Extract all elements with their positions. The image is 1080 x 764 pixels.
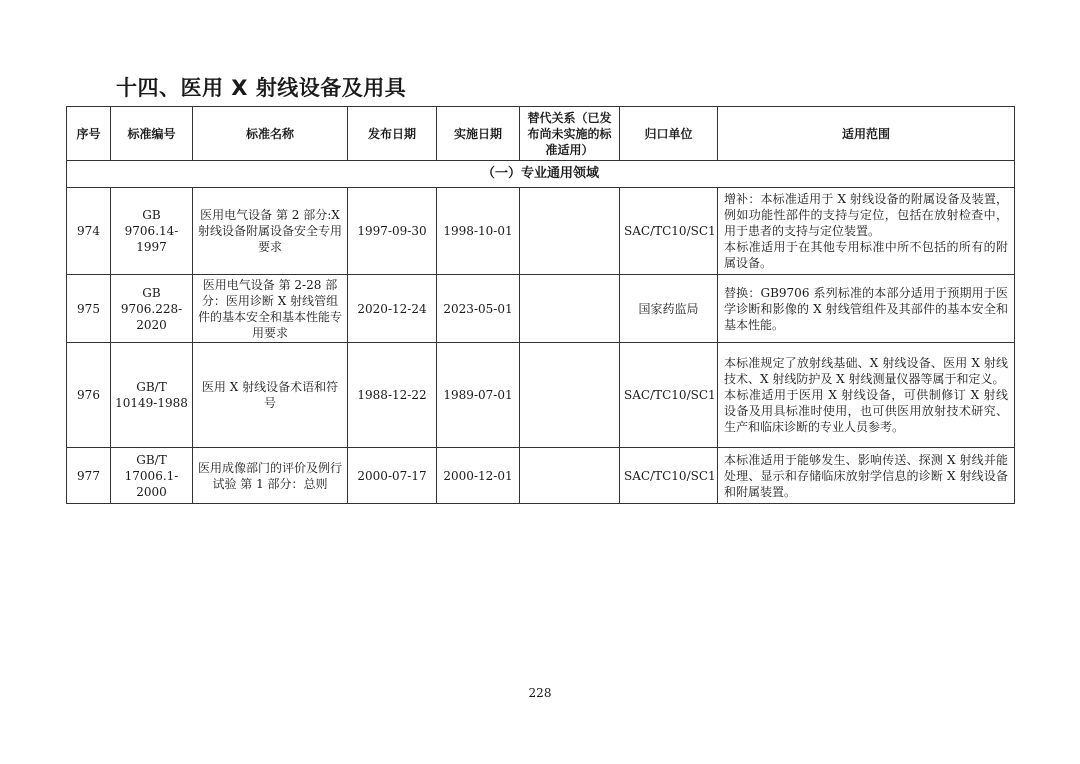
cell-replace xyxy=(520,188,620,275)
header-publish-date: 发布日期 xyxy=(348,107,437,161)
table-header-row xyxy=(67,107,1015,161)
cell-unit: 国家药监局 xyxy=(620,275,718,343)
cell-replace xyxy=(520,275,620,343)
page-title: 十四、医用 X 射线设备及用具 xyxy=(116,76,407,100)
scope-paragraph: 本标准适用于医用 X 射线设备，可供制修订 X 射线设备及用具标准时使用，也可供医用放射技术研究、生产和临床诊断的专业人员参考。 xyxy=(724,388,1008,434)
cell-seq: 976 xyxy=(67,343,111,448)
cell-seq: 975 xyxy=(67,275,111,343)
cell-unit: SAC/TC10/SC1 xyxy=(620,448,718,504)
cell-name: 医用电气设备 第 2-28 部分：医用诊断 X 射线管组件的基本安全和基本性能专用要求 xyxy=(193,275,348,343)
cell-scope xyxy=(718,343,1015,448)
cell-publish-date: 1988-12-22 xyxy=(348,343,437,448)
cell-publish-date: 2020-12-24 xyxy=(348,275,437,343)
section-row xyxy=(67,161,1015,188)
cell-replace xyxy=(520,343,620,448)
scope-paragraph: 替换：GB9706 系列标准的本部分适用于预期用于医学诊断和影像的 X 射线管组件及其部件的基本安全和基本性能。 xyxy=(724,285,1008,332)
cell-publish-date: 2000-07-17 xyxy=(348,448,437,504)
scope-paragraph: 本标准适用于在其他专用标准中所不包括的所有的附属设备。 xyxy=(724,240,1008,270)
cell-implement-date: 2000-12-01 xyxy=(437,448,520,504)
cell-code: GB/T 17006.1-2000 xyxy=(111,448,193,504)
cell-name: 医用 X 射线设备术语和符号 xyxy=(193,343,348,448)
cell-implement-date: 1998-10-01 xyxy=(437,188,520,275)
cell-scope xyxy=(718,275,1015,343)
cell-replace xyxy=(520,448,620,504)
cell-implement-date: 2023-05-01 xyxy=(437,275,520,343)
header-scope: 适用范围 xyxy=(718,107,1015,161)
cell-seq: 977 xyxy=(67,448,111,504)
cell-unit: SAC/TC10/SC1 xyxy=(620,343,718,448)
page-number: 228 xyxy=(528,686,552,700)
cell-seq: 974 xyxy=(67,188,111,275)
table-row xyxy=(67,188,1015,275)
cell-code: GB 9706.14-1997 xyxy=(111,188,193,275)
cell-implement-date: 1989-07-01 xyxy=(437,343,520,448)
cell-name: 医用成像部门的评价及例行试验 第 1 部分：总则 xyxy=(193,448,348,504)
cell-scope xyxy=(718,188,1015,275)
scope-paragraph: 本标准规定了放射线基础、X 射线设备、医用 X 射线技术、X 射线防护及 X 射线测量仪器等属于和定义。 xyxy=(724,356,1008,386)
header-replace: 替代关系（已发布尚未实施的标准适用） xyxy=(520,107,620,161)
table-row xyxy=(67,448,1015,504)
cell-code: GB 9706.228-2020 xyxy=(111,275,193,343)
section-title: （一）专业通用领域 xyxy=(67,161,1015,188)
header-unit: 归口单位 xyxy=(620,107,718,161)
header-name: 标准名称 xyxy=(193,107,348,161)
cell-publish-date: 1997-09-30 xyxy=(348,188,437,275)
scope-paragraph: 增补：本标准适用于 X 射线设备的附属设备及装置，例如功能性部件的支持与定位，包括在放射检查中，用于患者的支持与定位装置。 xyxy=(724,192,1008,238)
cell-code: GB/T 10149-1988 xyxy=(111,343,193,448)
cell-unit: SAC/TC10/SC1 xyxy=(620,188,718,275)
table-row xyxy=(67,343,1015,448)
cell-name: 医用电气设备 第 2 部分:X 射线设备附属设备安全专用要求 xyxy=(193,188,348,275)
header-code: 标准编号 xyxy=(111,107,193,161)
standards-table xyxy=(66,106,1015,504)
table-row xyxy=(67,275,1015,343)
scope-paragraph: 本标准适用于能够发生、影响传送、探测 X 射线并能处理、显示和存储临床放射学信息的诊断 X 射线设备和附属装置。 xyxy=(724,452,1008,499)
header-implement-date: 实施日期 xyxy=(437,107,520,161)
header-seq: 序号 xyxy=(67,107,111,161)
cell-scope xyxy=(718,448,1015,504)
